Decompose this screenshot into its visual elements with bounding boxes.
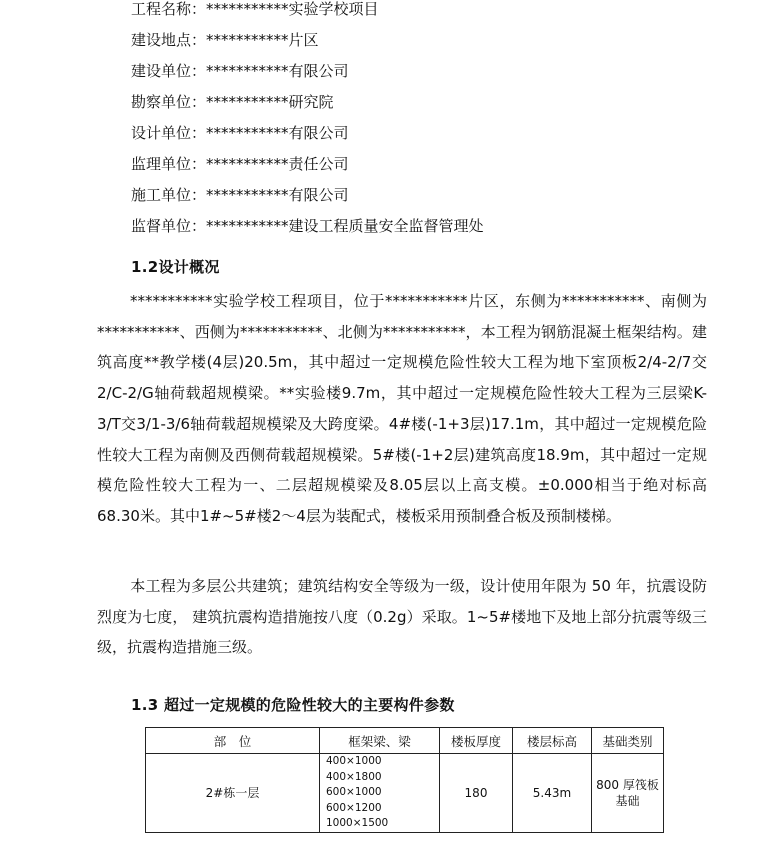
info-label: 设计单位：	[131, 124, 207, 142]
cell-foundation: 800 厚筏板基础	[592, 754, 664, 833]
paragraph-text: ***********实验学校工程项目，位于***********片区，东侧为***********、南侧为***********、西侧为***********、北侧为***********，本工程为钢筋混凝土框架结构。建筑高度**教学楼(4层)20.5m，其中超过一定规模危险性较大工程为地下室顶板2/4-2/7交2/C-2/G轴荷载超规模梁。**实验楼9.7m，其中超过一定规模危险性较大工程为三层梁K-3/T交3/1-3/6轴荷载超规模梁及大跨度梁。4#楼(-1+3层)17.1m，其中超过一定规模危险性较大工程为南侧及西侧荷载超规模梁。5#楼(-1+2层)建筑高度18.9m，其中超过一定规模危险性较大工程为一、二层超规模梁及8.05层以上高支模。±0.000相当于绝对标高68.30米。其中1#~5#楼2～4层为装配式，楼板采用预制叠合板及预制楼梯。	[97, 292, 707, 525]
info-label: 勘察单位：	[131, 93, 207, 111]
info-label: 监督单位：	[131, 217, 207, 235]
component-params-table	[145, 727, 664, 833]
info-label: 监理单位：	[131, 155, 207, 173]
info-value: ***********有限公司	[206, 186, 349, 204]
beam-size: 400×1800	[326, 770, 382, 783]
cell-slab: 180	[440, 754, 513, 833]
info-value: ***********研究院	[206, 93, 334, 111]
beam-size: 600×1200	[326, 801, 382, 814]
info-value: ***********片区	[206, 31, 319, 49]
info-label: 建设地点：	[131, 31, 207, 49]
info-location	[131, 25, 484, 56]
cell-part: 2#栋一层	[146, 754, 320, 833]
table-header-row	[146, 728, 664, 754]
design-overview-paragraph-1	[97, 286, 707, 532]
header-foundation: 基础类别	[592, 728, 664, 754]
info-builder	[131, 56, 484, 87]
header-elevation: 楼层标高	[513, 728, 592, 754]
info-label: 工程名称：	[131, 0, 207, 18]
info-value: ***********有限公司	[206, 62, 349, 80]
cell-beams	[320, 754, 440, 833]
info-design	[131, 118, 484, 149]
section-1-3-title: 1.3 超过一定规模的危险性较大的主要构件参数	[131, 696, 455, 714]
cell-elevation: 5.43m	[513, 754, 592, 833]
info-supervision	[131, 149, 484, 180]
info-label: 建设单位：	[131, 62, 207, 80]
info-value: ***********有限公司	[206, 124, 349, 142]
beam-size: 1000×1500	[326, 817, 389, 829]
info-value: ***********建设工程质量安全监督管理处	[206, 217, 484, 235]
beam-size: 600×1000	[326, 786, 382, 798]
table-row	[146, 754, 664, 833]
project-info-list	[131, 0, 484, 242]
info-project-name	[131, 0, 484, 25]
info-label: 施工单位：	[131, 186, 207, 204]
header-part: 部 位	[146, 728, 320, 754]
paragraph-text: 本工程为多层公共建筑；建筑结构安全等级为一级，设计使用年限为 50 年，抗震设防烈度为七度， 建筑抗震构造措施按八度（0.2g）采取。1~5#楼地下及地上部分抗震等级三级，抗震构造措施三级。	[97, 577, 707, 657]
info-value: ***********实验学校项目	[206, 0, 379, 18]
beam-size: 400×1000	[326, 755, 382, 767]
info-value: ***********责任公司	[206, 155, 349, 173]
design-overview-paragraph-2	[97, 571, 707, 663]
section-1-2-title: 1.2设计概况	[131, 258, 220, 276]
header-slab: 楼板厚度	[440, 728, 513, 754]
info-construction	[131, 180, 484, 211]
info-survey	[131, 87, 484, 118]
header-beams: 框架梁、梁	[320, 728, 440, 754]
info-oversight	[131, 211, 484, 242]
